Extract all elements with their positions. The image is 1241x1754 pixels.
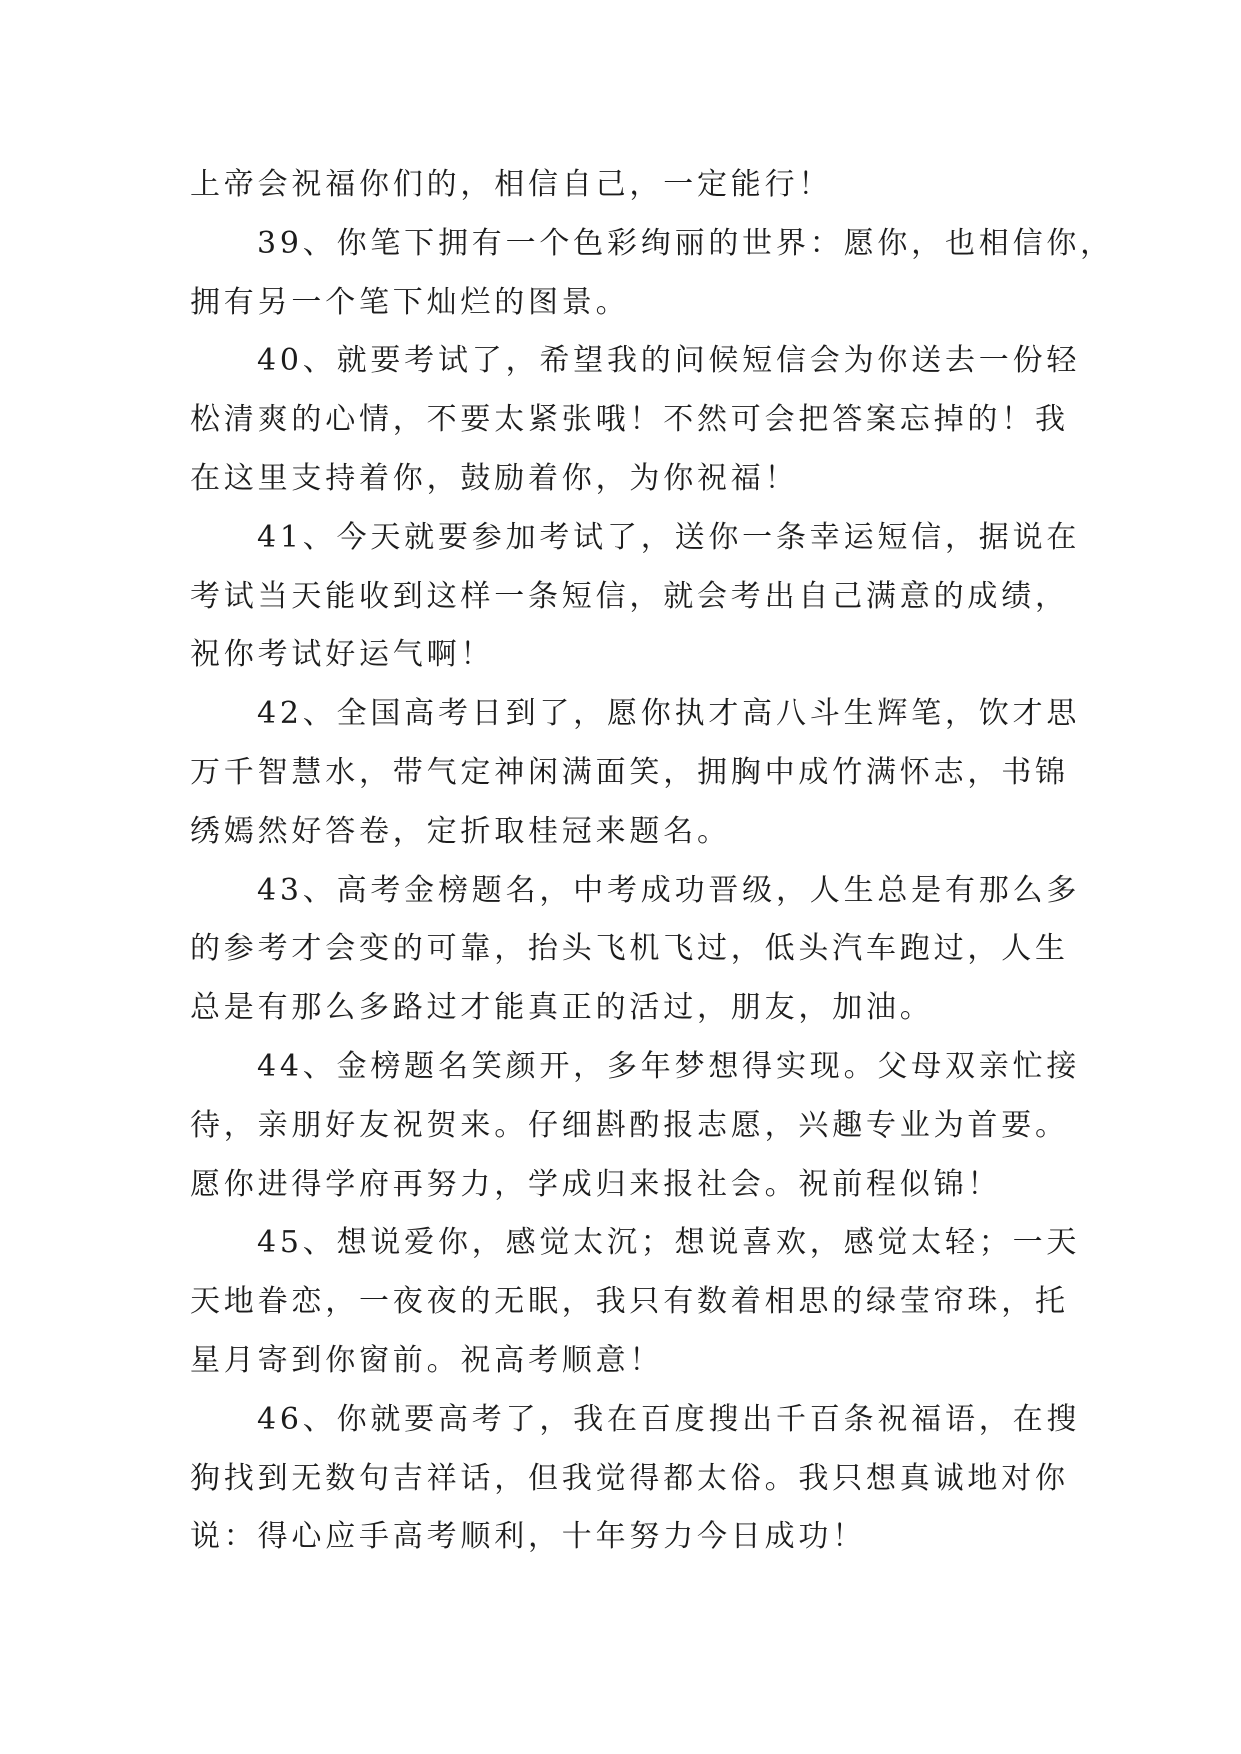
paragraph-42: [190, 685, 1150, 861]
text-line: 42、全国高考日到了，愿你执才高八斗生辉笔，饮才思: [257, 696, 1081, 732]
paragraph-43: [190, 862, 1150, 1038]
text-line: 拥有另一个笔下灿烂的图景。: [190, 284, 630, 320]
text-line: 41、今天就要参加考试了，送你一条幸运短信，据说在: [257, 519, 1081, 555]
text-line: 上帝会祝福你们的，相信自己，一定能行！: [190, 167, 833, 202]
text-line: 46、你就要高考了，我在百度搜出千百条祝福语，在搜: [257, 1401, 1081, 1437]
body-text: [190, 156, 1150, 1567]
text-line: 43、高考金榜题名，中考成功晋级，人生总是有那么多: [257, 872, 1081, 908]
paragraph-39: [190, 215, 1150, 333]
text-line: 在这里支持着你，鼓励着你，为你祝福！: [190, 460, 799, 496]
paragraph-40: [190, 332, 1150, 508]
text-line: 绣嫣然好答卷，定折取桂冠来题名。: [190, 813, 731, 849]
paragraph-44: [190, 1038, 1150, 1214]
paragraph-continuation: [190, 156, 1150, 215]
text-line: 祝你考试好运气啊！: [190, 637, 495, 673]
text-line: 说：得心应手高考顺利，十年努力今日成功！: [190, 1519, 866, 1555]
text-line: 40、就要考试了，希望我的问候短信会为你送去一份轻: [257, 343, 1081, 379]
paragraph-45: [190, 1214, 1150, 1390]
text-line: 愿你进得学府再努力，学成归来报社会。祝前程似锦！: [190, 1166, 1002, 1202]
text-line: 考试当天能收到这样一条短信，就会考出自己满意的成绩，: [190, 578, 1069, 614]
text-line: 44、金榜题名笑颜开，多年梦想得实现。父母双亲忙接: [257, 1048, 1081, 1084]
text-line: 待，亲朋好友祝贺来。仔细斟酌报志愿，兴趣专业为首要。: [190, 1107, 1069, 1143]
text-line: 的参考才会变的可靠，抬头飞机飞过，低头汽车跑过，人生: [190, 931, 1069, 967]
text-line: 狗找到无数句吉祥话，但我觉得都太俗。我只想真诚地对你: [190, 1460, 1069, 1496]
text-line: 松清爽的心情，不要太紧张哦！不然可会把答案忘掉的！我: [190, 402, 1069, 438]
paragraph-46: [190, 1391, 1150, 1567]
text-line: 天地眷恋，一夜夜的无眠，我只有数着相思的绿莹帘珠，托: [190, 1284, 1069, 1320]
text-line: 39、你笔下拥有一个色彩绚丽的世界：愿你，也相信你，: [257, 225, 1114, 261]
text-line: 星月寄到你窗前。祝高考顺意！: [190, 1342, 664, 1378]
paragraph-41: [190, 509, 1150, 685]
text-line: 万千智慧水，带气定神闲满面笑，拥胸中成竹满怀志，书锦: [190, 754, 1069, 790]
text-line: 45、想说爱你，感觉太沉；想说喜欢，感觉太轻；一天: [257, 1225, 1081, 1261]
text-line: 总是有那么多路过才能真正的活过，朋友，加油。: [190, 990, 934, 1026]
